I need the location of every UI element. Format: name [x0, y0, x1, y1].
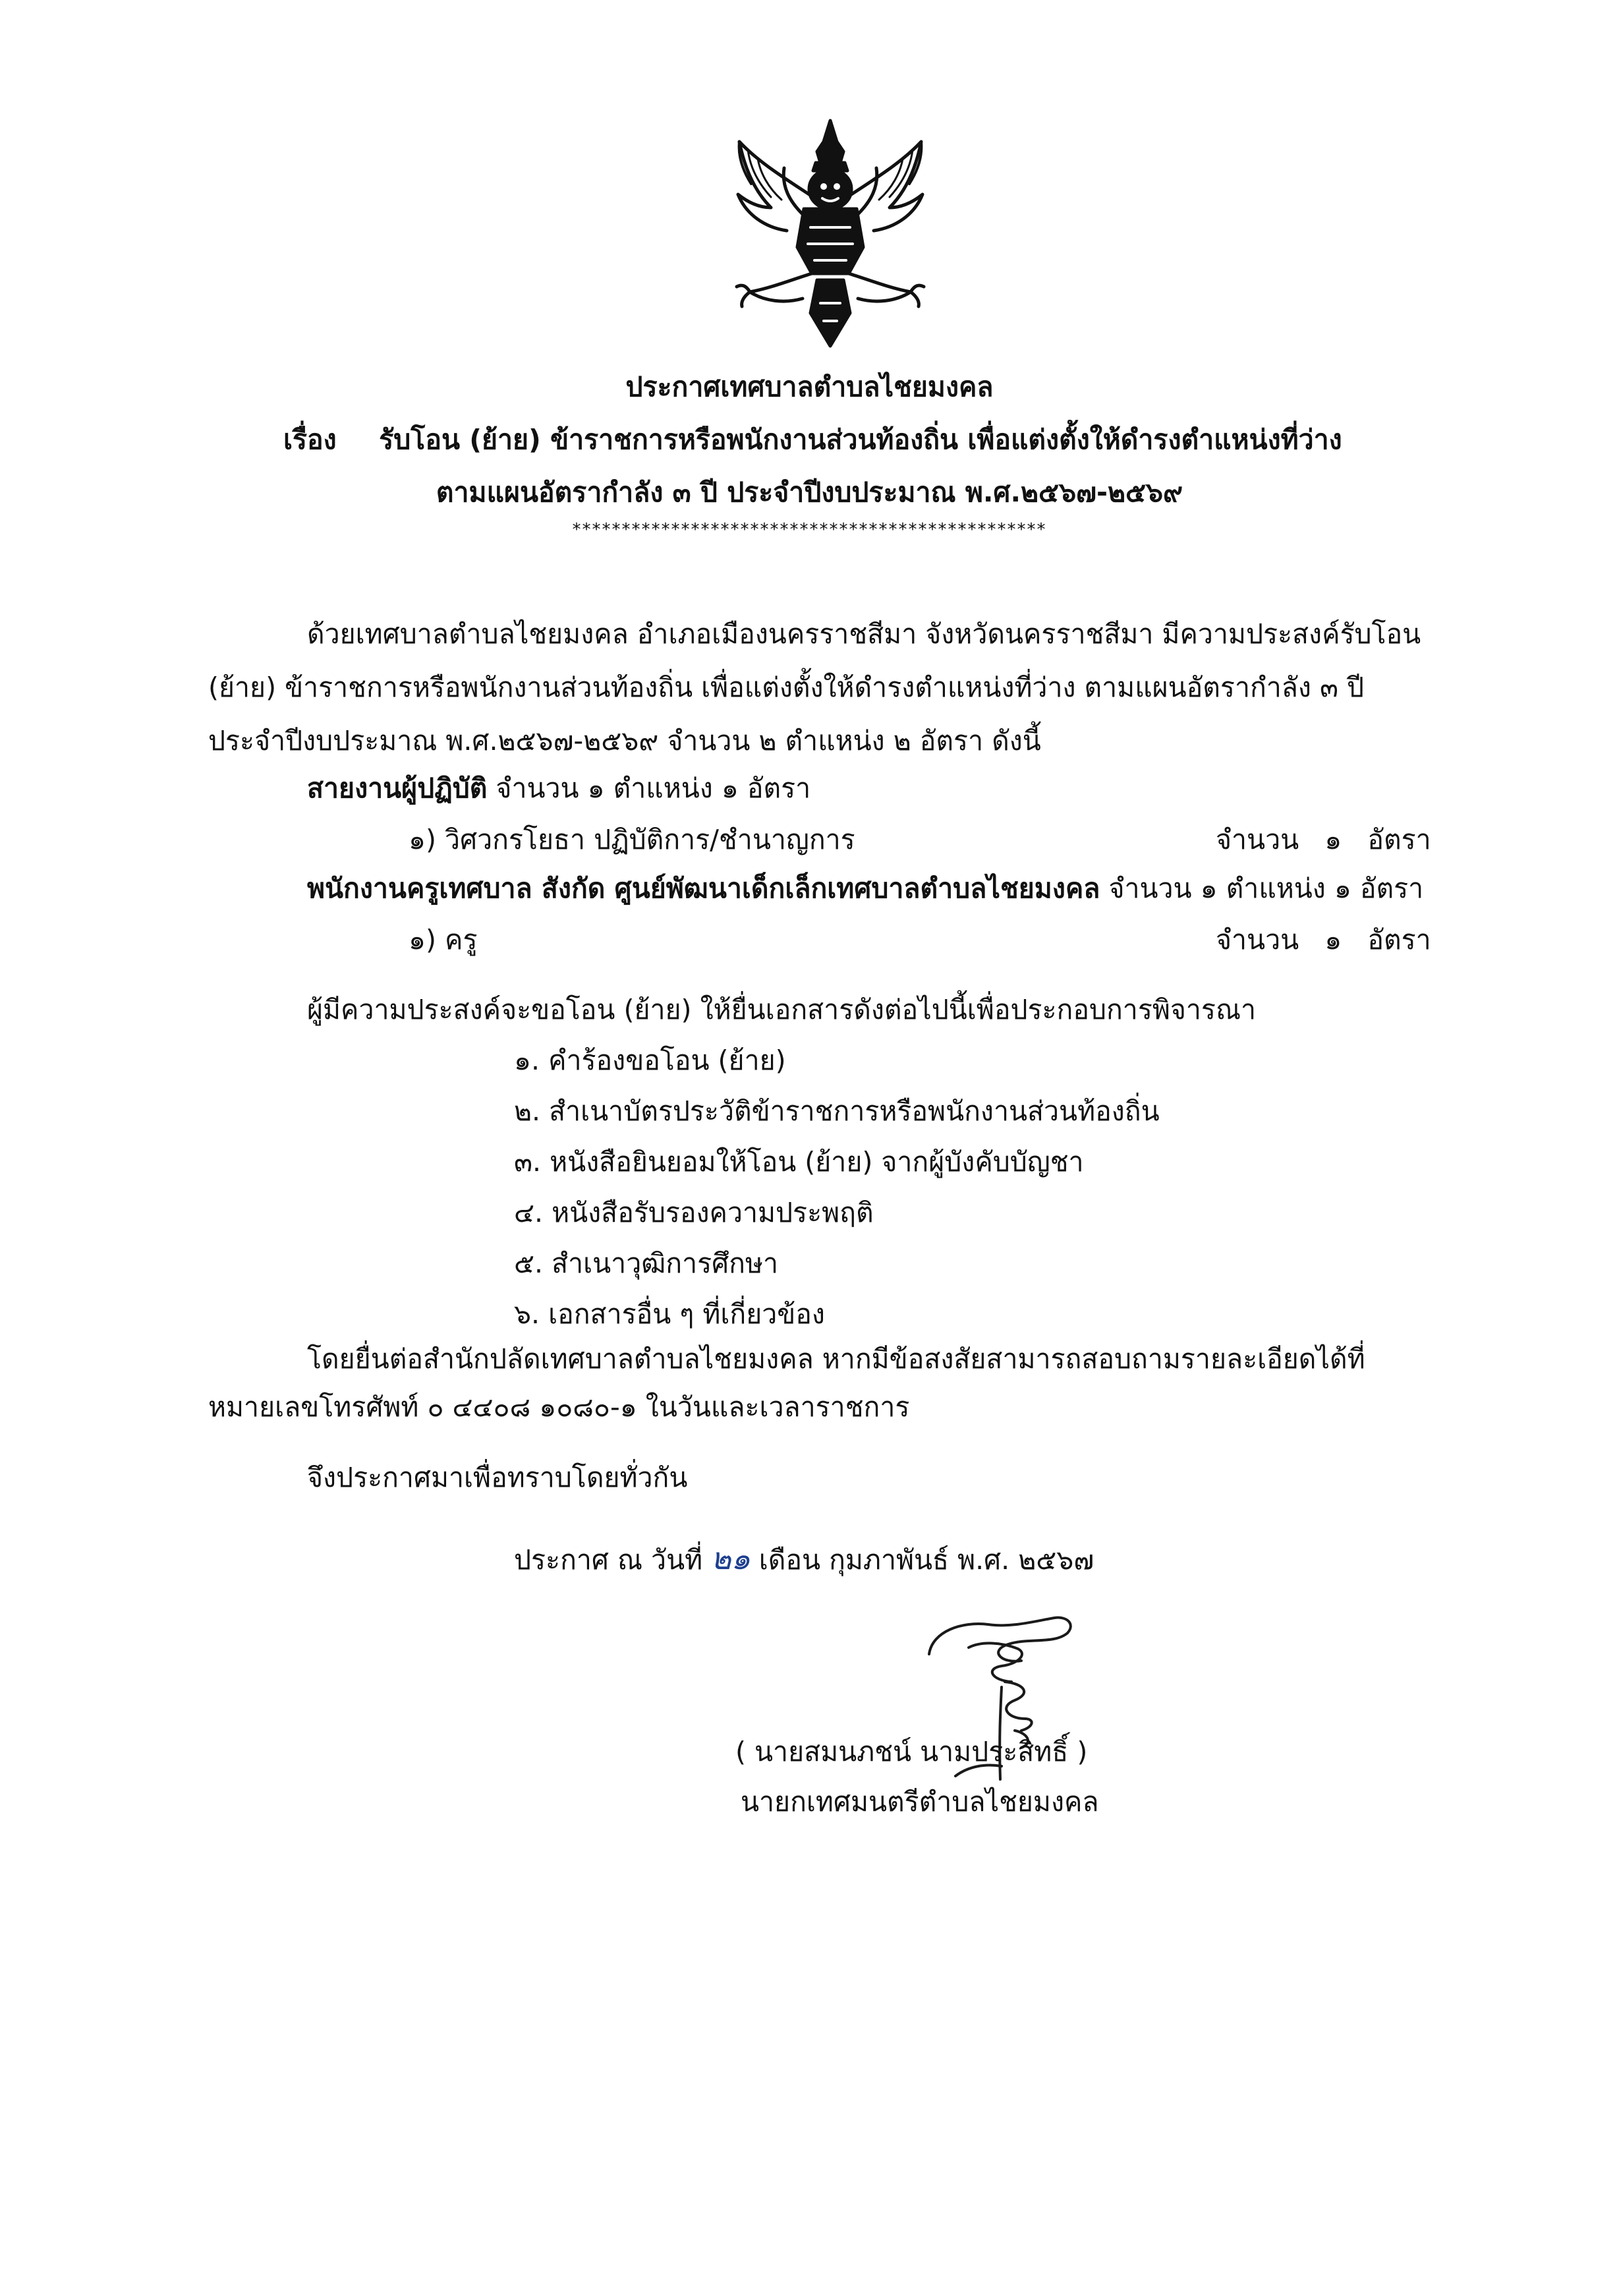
- intro-line-2: (ย้าย) ข้าราชการหรือพนักงานส่วนท้องถิ่น เพื่อแต่งตั้งให้ดำรงตำแหน่งที่ว่าง ตามแผนอัตรากำลัง ๓ ปี: [208, 672, 1365, 703]
- position-group-name: พนักงานครูเทศบาล สังกัด ศูนย์พัฒนาเด็กเล็กเทศบาลตำบลไชยมงคล: [307, 873, 1100, 904]
- subject-label: เรื่อง: [283, 424, 337, 455]
- date-suffix: เดือน กุมภาพันธ์ พ.ศ. ๒๕๖๗: [758, 1544, 1094, 1576]
- intro-line-3: ประจำปีงบประมาณ พ.ศ.๒๕๖๗-๒๕๖๙ จำนวน ๒ ตำแหน่ง ๒ อัตรา ดังนี้: [208, 725, 1041, 757]
- subject-text: รับโอน (ย้าย) ข้าราชการหรือพนักงานส่วนท้องถิ่น เพื่อแต่งตั้งให้ดำรงตำแหน่งที่ว่าง: [379, 424, 1342, 455]
- document-item: ๑. คำร้องขอโอน (ย้าย): [514, 1045, 786, 1076]
- contact-line-2: หมายเลขโทรศัพท์ ๐ ๔๔๐๘ ๑๐๘๐-๑ ในวันและเวลาราชการ: [208, 1391, 910, 1423]
- position-item-count: จำนวน ๑ อัตรา: [1216, 824, 1431, 855]
- intro-line-1: ด้วยเทศบาลตำบลไชยมงคล อำเภอเมืองนครราชสีมา จังหวัดนครราชสีมา มีความประสงค์รับโอน: [307, 618, 1421, 650]
- date-day-handwritten: ๒๑: [711, 1541, 751, 1576]
- document-title: ประกาศเทศบาลตำบลไชยมงคล: [625, 371, 994, 403]
- announcement-date: [514, 1542, 1094, 1576]
- document-item: ๔. หนังสือรับรองความประพฤติ: [514, 1197, 874, 1228]
- closing-text: จึงประกาศมาเพื่อทราบโดยทั่วกัน: [307, 1462, 688, 1493]
- garuda-emblem-icon: [718, 115, 942, 356]
- document-item: ๒. สำเนาบัตรประวัติข้าราชการหรือพนักงานส่วนท้องถิ่น: [514, 1095, 1160, 1127]
- documents-intro: ผู้มีความประสงค์จะขอโอน (ย้าย) ให้ยื่นเอกสารดังต่อไปนี้เพื่อประกอบการพิจารณา: [307, 994, 1257, 1025]
- signer-position: นายกเทศมนตรีตำบลไชยมงคล: [741, 1786, 1099, 1818]
- document-item: ๕. สำเนาวุฒิการศึกษา: [514, 1248, 779, 1279]
- position-item-count: จำนวน ๑ อัตรา: [1216, 924, 1431, 956]
- document-item: ๖. เอกสารอื่น ๆ ที่เกี่ยวข้อง: [514, 1298, 825, 1330]
- document-item: ๓. หนังสือยินยอมให้โอน (ย้าย) จากผู้บังคับบัญชา: [514, 1146, 1084, 1178]
- position-group: [307, 774, 810, 803]
- subject-line-2: ตามแผนอัตรากำลัง ๓ ปี ประจำปีงบประมาณ พ.ศ.๒๕๖๗-๒๕๖๙: [436, 476, 1183, 508]
- position-group-detail: จำนวน ๑ ตำแหน่ง ๑ อัตรา: [496, 772, 811, 804]
- position-group-detail: จำนวน ๑ ตำแหน่ง ๑ อัตรา: [1108, 873, 1424, 904]
- position-group-name: สายงานผู้ปฏิบัติ: [307, 772, 488, 804]
- contact-line-1: โดยยื่นต่อสำนักปลัดเทศบาลตำบลไชยมงคล หากมีข้อสงสัยสามารถสอบถามรายละเอียดได้ที่: [307, 1343, 1365, 1375]
- signer-name: ( นายสมนภชน์ นามประสิทธิ์ ): [735, 1736, 1088, 1767]
- header-separator: ************************************************: [572, 520, 1047, 540]
- date-prefix: ประกาศ ณ วันที่: [514, 1544, 703, 1576]
- subject-line: [283, 425, 1342, 455]
- position-item: ๑) ครู: [409, 924, 478, 956]
- position-group: [307, 874, 1423, 904]
- position-item: ๑) วิศวกรโยธา ปฏิบัติการ/ชำนาญการ: [409, 824, 855, 855]
